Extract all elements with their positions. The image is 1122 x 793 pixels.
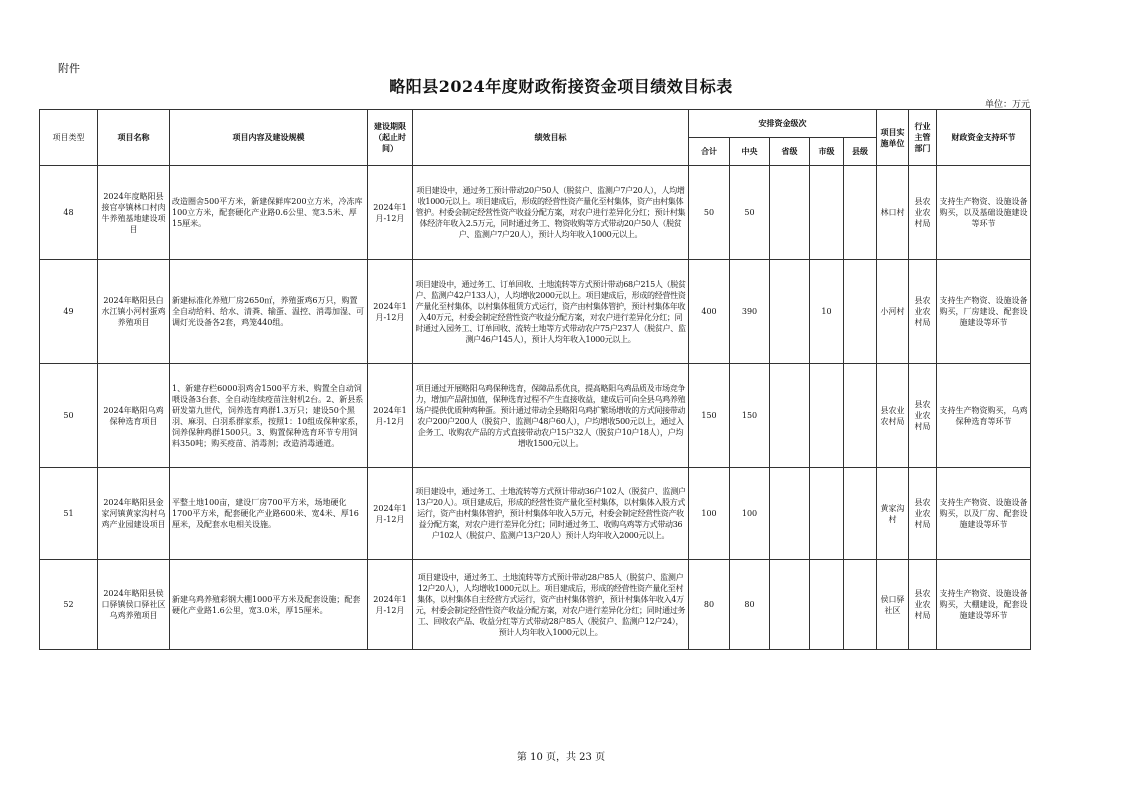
row-type: 48	[40, 166, 98, 260]
row-period: 2024年1月-12月	[368, 364, 413, 468]
row-performance: 项目建设中，通过务工、土地流转等方式预计带动28户85人（脱贫户、监测户12户20人），人均增收1000元以上。项目建成后，形成的经营性资产量化至村集体，以村集体自主经营方式运行，资产由村集体管护，预计村集体年收入4万元，村委会制定经营性资产收益分配方案，对农户进行差异化分红；同时通过务工、回收农产品、收益分红等方式带动28户85人（脱贫户、监测户12户24），预计人均年收入1000元以上。	[413, 560, 689, 650]
row-county	[844, 468, 877, 560]
header-support: 财政资金支持环节	[937, 110, 1031, 166]
row-county	[844, 260, 877, 364]
row-name: 2024年略阳县侯口驿镇侯口驿社区乌鸡养殖项目	[98, 560, 170, 650]
row-county	[844, 364, 877, 468]
row-province	[770, 364, 810, 468]
row-city: 10	[810, 260, 844, 364]
row-type: 50	[40, 364, 98, 468]
table-row	[40, 468, 1031, 560]
page-title: 略阳县2024年度财政衔接资金项目绩效目标表	[389, 77, 733, 96]
performance-table	[39, 109, 1031, 650]
row-dept: 县农业农村局	[909, 166, 937, 260]
table-row	[40, 260, 1031, 364]
row-city	[810, 166, 844, 260]
row-city	[810, 560, 844, 650]
header-dept: 行业主管部门	[909, 110, 937, 166]
row-unit-impl: 林口村	[877, 166, 909, 260]
row-support: 支持生产物资、设施设备购买，厂房建设、配套设施建设等环节	[937, 260, 1031, 364]
row-dept: 县农业农村局	[909, 560, 937, 650]
row-name: 2024年度略阳县接官亭镇林口村肉牛养殖基地建设项目	[98, 166, 170, 260]
row-central: 100	[730, 468, 770, 560]
row-unit-impl: 县农业农村局	[877, 364, 909, 468]
header-city: 市级	[810, 138, 844, 166]
table-row	[40, 364, 1031, 468]
row-city	[810, 468, 844, 560]
row-content: 改造圈舍500平方米，新建保鲜库200立方米，冷冻库100立方米，配套硬化产业路0.6公里、宽3.5米、厚15厘米。	[170, 166, 368, 260]
attachment-label: 附件	[58, 62, 80, 75]
row-content: 平整土地100亩，建设厂房700平方米，场地硬化1700平方米，配套硬化产业路600米、宽4米、厚16厘米，及配套水电相关设施。	[170, 468, 368, 560]
row-city	[810, 364, 844, 468]
table-row	[40, 560, 1031, 650]
header-funding-group: 安排资金级次	[689, 110, 877, 138]
row-province	[770, 560, 810, 650]
header-content: 项目内容及建设规模	[170, 110, 368, 166]
unit-label: 单位：万元	[984, 100, 1030, 110]
row-unit-impl: 侯口驿社区	[877, 560, 909, 650]
row-name: 2024年略阳乌鸡保种选育项目	[98, 364, 170, 468]
row-name: 2024年略阳县金家河镇黄家沟村乌鸡产业园建设项目	[98, 468, 170, 560]
table-row	[40, 166, 1031, 260]
row-total: 80	[689, 560, 730, 650]
row-type: 51	[40, 468, 98, 560]
row-period: 2024年1月-12月	[368, 166, 413, 260]
header-central: 中央	[730, 138, 770, 166]
row-total: 400	[689, 260, 730, 364]
row-unit-impl: 黄家沟村	[877, 468, 909, 560]
row-province	[770, 468, 810, 560]
header-total: 合计	[689, 138, 730, 166]
row-central: 50	[730, 166, 770, 260]
row-total: 100	[689, 468, 730, 560]
row-content: 新建乌鸡养殖彩钢大棚1000平方米及配套设施；配套硬化产业路1.6公里，宽3.0米，厚15厘米。	[170, 560, 368, 650]
header-name: 项目名称	[98, 110, 170, 166]
row-unit-impl: 小河村	[877, 260, 909, 364]
row-central: 150	[730, 364, 770, 468]
row-content: 新建标准化养殖厂房2650㎡，养殖蛋鸡6万只，购置全自动给料、给水、清粪、输蛋、温控、消毒加湿、可调灯光设备各2套，鸡笼440组。	[170, 260, 368, 364]
row-support: 支持生产物资、设施设备购买，大棚建设，配套设施建设等环节	[937, 560, 1031, 650]
row-performance: 项目通过开展略阳乌鸡保种选育，保障品系优良，提高略阳乌鸡品质及市场竞争力，增加产品附加值，保种选育过程不产生直接收益，建成后可向全县乌鸡养殖场户提供优质种鸡种蛋。预计通过带动全县略阳乌鸡扩繁场增收的方式间接带动农户200户200人（脱贫户、监测户48户60人），户均增收500元以上，通过入企务工、收购农产品的方式直接带动农户15户32人（脱贫户10户18人），户均增收1500元以上。	[413, 364, 689, 468]
row-province	[770, 166, 810, 260]
row-performance: 项目建设中，通过务工预计带动20户50人（脱贫户、监测户7户20人），人均增收1000元以上。项目建成后，形成的经营性资产量化至村集体，资产由村集体管护。村委会制定经营性资产收益分配方案，对农户进行差异化分红；预计村集体经济年收入2.5万元，同时通过务工、物资收购等方式带动20户50人（脱贫户、监测户7户20人），预计人均年收入1000元以上。	[413, 166, 689, 260]
row-county	[844, 166, 877, 260]
header-row-1	[40, 110, 1031, 138]
row-period: 2024年1月-12月	[368, 260, 413, 364]
row-performance: 项目建设中，通过务工、订单回收、土地流转等方式预计带动68户215人（脱贫户、监测户42户133人），人均增收2000元以上。项目建成后，形成的经营性资产量化至村集体，以村集体租赁方式运行，资产由村集体管护，预计村集体年收入40万元，村委会制定经营性资产收益分配方案，对农户进行差异化分红；同时通过入园务工、订单回收、流转土地等方式带动农户75户237人（脱贫户、监测户46户145人），预计人均年收入1000元以上。	[413, 260, 689, 364]
row-dept: 县农业农村局	[909, 468, 937, 560]
row-period: 2024年1月-12月	[368, 468, 413, 560]
row-content: 1、新建存栏6000羽鸡舍1500平方米、购置全自动饲喂设备3台套、全自动连续疫苗注射机2台。2、新县系研发第九世代，饲养选育鸡群1.3万只；建设50个黑羽、麻羽、白羽系群家系，按照1：10组成保种家系，饲养保种鸡群1500只。3、购置保种选育环节专用饲料350吨；购买疫苗、消毒剂；改造消毒通道。	[170, 364, 368, 468]
header-type: 项目类型	[40, 110, 98, 166]
row-performance: 项目建设中，通过务工、土地流转等方式预计带动36户102人（脱贫户、监测户13户20人）。项目建成后，形成的经营性资产量化至村集体，以村集体入股方式运行，资产由村集体管护，预计村集体年收入5万元，村委会制定经营性资产收益分配方案，对农户进行差异化分红；同时通过务工、收购乌鸡等方式带动36户102人（脱贫户、监测户13户20人）预计人均年收入2000元以上。	[413, 468, 689, 560]
row-name: 2024年略阳县白水江镇小河村蛋鸡养殖项目	[98, 260, 170, 364]
row-support: 支持生产物资、设施设备购买，以及厂房、配套设施建设等环节	[937, 468, 1031, 560]
header-performance: 绩效目标	[413, 110, 689, 166]
header-unit-impl: 项目实施单位	[877, 110, 909, 166]
row-type: 49	[40, 260, 98, 364]
row-central: 80	[730, 560, 770, 650]
row-type: 52	[40, 560, 98, 650]
header-period: 建设期限（起止时间）	[368, 110, 413, 166]
row-support: 支持生产物资、设施设备购买，以及基础设施建设等环节	[937, 166, 1031, 260]
row-county	[844, 560, 877, 650]
row-province	[770, 260, 810, 364]
row-dept: 县农业农村局	[909, 364, 937, 468]
page-footer: 第 10 页，共 23 页	[516, 752, 606, 763]
row-period: 2024年1月-12月	[368, 560, 413, 650]
row-central: 390	[730, 260, 770, 364]
row-total: 50	[689, 166, 730, 260]
row-total: 150	[689, 364, 730, 468]
header-county: 县级	[844, 138, 877, 166]
header-province: 省级	[770, 138, 810, 166]
row-support: 支持生产物资购买，乌鸡保种选育等环节	[937, 364, 1031, 468]
row-dept: 县农业农村局	[909, 260, 937, 364]
